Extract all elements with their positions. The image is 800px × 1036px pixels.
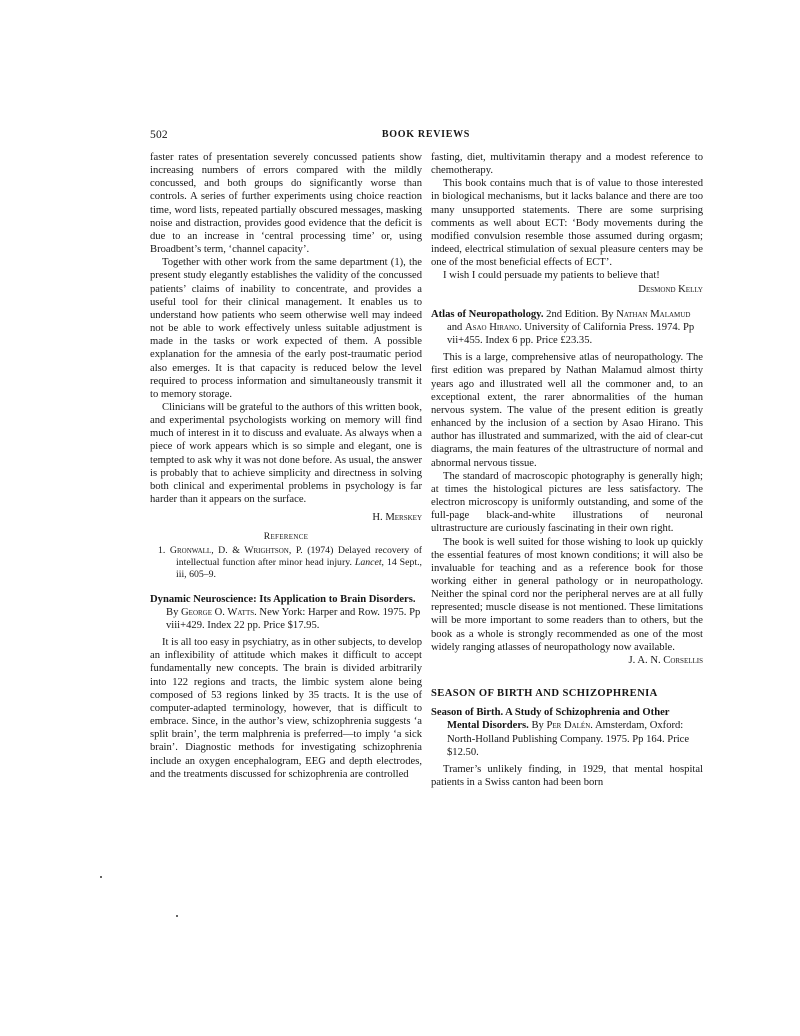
book-title: Season of Birth. A Study of Schizophrenia and Other Mental Disorders. — [431, 707, 670, 732]
paragraph: This book contains much that is of value to those interested in biological mechanisms, but it lacks balance and there are too many unsupported statements. There are some surprising comments as well about ECT: ‘Body movements during the modified convulsion resemble those assumed during orgasm; indeed, electrical stimulation of sexual pleasure centers may be one of the most beneficial effects of ECT’. — [431, 178, 703, 269]
by-label: By — [166, 606, 182, 618]
paragraph: Tramer’s unlikely finding, in 1929, that mental hospital patients in a Swiss canton had been born — [431, 764, 703, 789]
review-heading — [431, 706, 703, 759]
paragraph: This is a large, comprehensive atlas of neuropathology. The first edition was prepared by Nathan Malamud almost thirty years ago and illustrated well all the commoner and, to an exceptional extent, the rarer abnormalities of the human nervous system. The value of the present edition is greatly enhanced by the inclusion of a section by Asao Hirano. This author has illustrated and summarized, with the aid of clear-cut diagrams, the main features of the ultrastructure of normal and abnormal nervous tissue. — [431, 352, 703, 469]
reviewer-signature: Desmond Kelly — [638, 283, 703, 295]
paragraph: The book is well suited for those wishing to look up quickly the essential features of most known conditions; it will also be invaluable for teaching and as a reference book for those working either in general pathology or in neuropathology. Neither the spinal cord nor the peripheral nerves are at all fully represented; muscle disease is not mentioned. These limitations will be more important to some readers than to others, but the book as a whole is strongly recommended as one of the most widely ranging atlasses of neuropathology now available. — [431, 536, 703, 653]
reference-details: , 14 Sept., iii, 605–9. — [176, 556, 422, 580]
review-heading — [431, 308, 703, 348]
paragraph: fasting, diet, multivitamin therapy and a modest reference to chemotherapy. — [431, 152, 703, 177]
right-column — [431, 151, 703, 789]
reference-heading: Reference — [263, 531, 309, 543]
book-author: Nathan Malamud — [616, 308, 691, 320]
reference-item — [150, 545, 422, 581]
page-number: 502 — [150, 129, 168, 141]
review-heading — [150, 593, 422, 633]
paragraph: Together with other work from the same department (1), the present study elegantly establishes the validity of the concussed patients’ claims of inability to concentrate, and provides a useful tool for their clinical management. It enables us to understand how patients who seem otherwise well may indeed not be able to work effectively unless suitable adjustment is made in the tasks or work expected of them. A possible explanation for the amnesia of the early post-traumatic period also emerges. It is that capacity is reduced below the level required to process information and simultaneously transmit it to memory storage. — [150, 257, 422, 400]
book-author: Asao Hirano — [464, 321, 520, 333]
paragraph: faster rates of presentation severely concussed patients show increasing numbers of errors compared with the mildly concussed, and both groups do significantly worse than controls. A series of further experiments using choice reaction time, word lists, repeated partially obscured messages, masking noise and distraction, provides good evidence that the deficit is due to an increase in ‘central processing time’ or, using Broadbent’s term, ‘channel capacity’. — [150, 152, 422, 256]
section-title: SEASON OF BIRTH AND SCHIZOPHRENIA — [431, 688, 658, 700]
and-label: and — [447, 321, 465, 333]
book-publication: . New York: Harper and Row. 1975. Pp viii+429. Index 22 pp. Price $17.95. — [166, 606, 421, 631]
book-title: Atlas of Neuropathology. — [431, 308, 544, 320]
reviewer-signature: J. A. N. Corsellis — [628, 654, 703, 666]
reference-title: (1974) Delayed recovery of intellectual function after minor head injury. — [176, 544, 423, 568]
book-title: Dynamic Neuroscience: Its Application to Brain Disorders. — [150, 593, 416, 605]
reference-journal: Lancet — [354, 556, 382, 568]
paragraph: Clinicians will be grateful to the authors of this written book, and experimental psychologists working on memory will find much of interest in it to discuss and evaluate. As always when a piece of work appears which is so simple and elegant, one is tempted to ask why it was not done before. As usual, the answer is probably that to achieve simplicity and directness in solving both clinical and experimental problems in psychology is far harder than it appears on the surface. — [150, 401, 422, 506]
by-label: By — [528, 720, 547, 732]
scan-speck — [100, 876, 102, 878]
book-author: George O. Watts — [181, 606, 255, 618]
paragraph: It is all too easy in psychiatry, as in other subjects, to develop an inflexibility of attitude which makes it difficult to accept fundamentally new concepts. The brain is divided arbitrarily into 122 regions and tracts, the limbic system alone being composed of 53 regions linked by 35 tracts. It is the use of computer-adapted terminology, however, that is difficult to embrace. Since, in the author’s view, schizophrenia suggests ‘a split brain’, the term malphrenia is preferred—to imply ‘a sick brain’. Diagnostic methods for investigating schizophrenia include an oxygen encephalogram, EEG and depth electrodes, and the treatments discussed for schizophrenia are controlled — [150, 637, 422, 780]
reference-number: 1. — [158, 544, 166, 556]
book-publication: . Amsterdam, Oxford: North-Holland Publishing Company. 1975. Pp 164. Price $12.50. — [447, 720, 690, 758]
book-edition: 2nd Edition. By — [543, 308, 617, 320]
reviewer-signature: H. Merskey — [372, 512, 422, 524]
scan-speck — [176, 915, 178, 917]
book-publication: . University of California Press. 1974. Pp vii+455. Index 6 pp. Price £23.35. — [447, 321, 695, 347]
book-author: Per Dalén — [546, 720, 591, 732]
reference-authors: Gronwall, D. & Wrightson, P. — [169, 544, 303, 556]
paragraph: I wish I could persuade my patients to believe that! — [443, 270, 660, 282]
left-column — [150, 151, 422, 781]
paragraph: The standard of macroscopic photography is generally high; at times the histological pictures are less satisfactory. The electron microscopy is uniformly outstanding, and some of the full-page black-and-white illustrations of neuronal ultrastructure are curiously fascinating in their own right. — [431, 470, 703, 535]
running-title: BOOK REVIEWS — [381, 129, 471, 140]
